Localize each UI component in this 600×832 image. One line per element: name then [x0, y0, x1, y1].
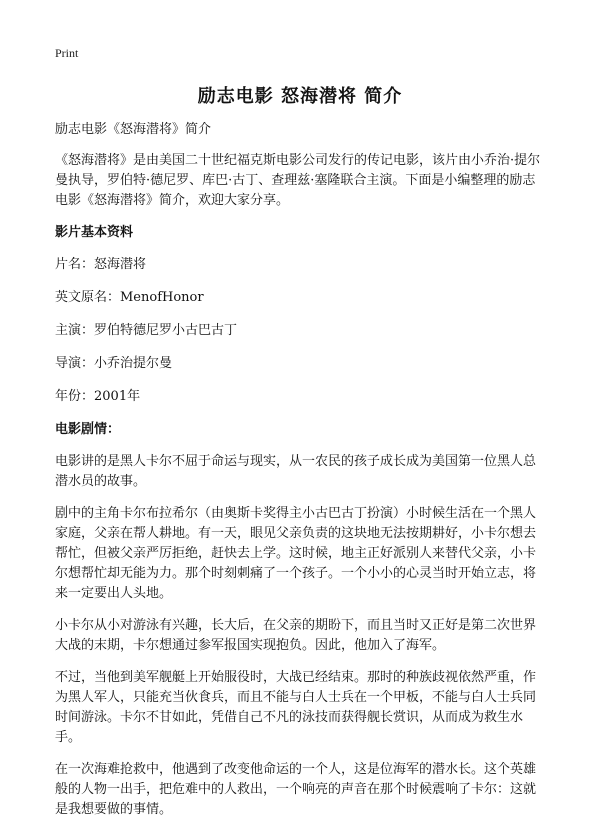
- info-year: 年份：2001年: [55, 389, 141, 404]
- info-english-title: 英文原名：MenofHonor: [55, 290, 204, 305]
- info-title: 片名：怒海潜将: [55, 257, 147, 272]
- plot-paragraph: 剧中的主角卡尔布拉希尔（由奥斯卡奖得主小古巴古丁扮演）小时候生活在一个黑人家庭，父亲在帮人耕地。有一天，眼见父亲负责的这块地无法按期耕好，小卡尔想去帮忙，但被父亲严厉拒绝，赶快去上学。这时候，地主正好派别人来替代父亲，小卡尔想帮忙却无能为力。那个时刻刺痛了一个孩子。一个小小的心灵当时开始立志，将来一定要出人头地。: [55, 506, 537, 601]
- plot-heading: 电影剧情：: [55, 422, 121, 437]
- plot-paragraph: 在一次海难抢救中，他遇到了改变他命运的一个人，这是位海军的潜水长。这个英雄般的人物一出手，把危难中的人救出，一个响亮的声音在那个时候震响了卡尔：这就是我想要做的事情。: [55, 762, 537, 817]
- plot-paragraph: 不过，当他到美军舰艇上开始服役时，大战已经结束。那时的种族歧视依然严重，作为黑人军人，只能充当伙食兵，而且不能与白人士兵在一个甲板，不能与白人士兵同时间游泳。卡尔不甘如此，凭借自己不凡的泳技而获得舰长赏识，从而成为救生水手。: [55, 670, 537, 745]
- intro-paragraph: 《怒海潜将》是由美国二十世纪福克斯电影公司发行的传记电影，该片由小乔治·提尔曼执导，罗伯特·德尼罗、库巴·古丁、查理兹·塞隆联合主演。下面是小编整理的励志电影《怒海潜将》简介，欢迎大家分享。: [55, 153, 541, 208]
- plot-paragraph: 小卡尔从小对游泳有兴趣，长大后，在父亲的期盼下，而且当时又正好是第二次世界大战的末期，卡尔想通过参军报国实现抱负。因此，他加入了海军。: [55, 618, 537, 653]
- page-title: 励志电影 怒海潜将 简介: [197, 86, 403, 107]
- info-director: 导演：小乔治提尔曼: [55, 356, 173, 371]
- print-label: Print: [55, 46, 79, 60]
- article-body: [55, 120, 545, 832]
- basic-info-heading: 影片基本资料: [55, 225, 134, 240]
- info-cast: 主演：罗伯特德尼罗小古巴古丁: [55, 323, 238, 338]
- plot-paragraph: 电影讲的是黑人卡尔不屈于命运与现实，从一农民的孩子成长成为美国第一位黑人总潜水员的故事。: [55, 454, 537, 489]
- article-subtitle: 励志电影《怒海潜将》简介: [55, 122, 212, 137]
